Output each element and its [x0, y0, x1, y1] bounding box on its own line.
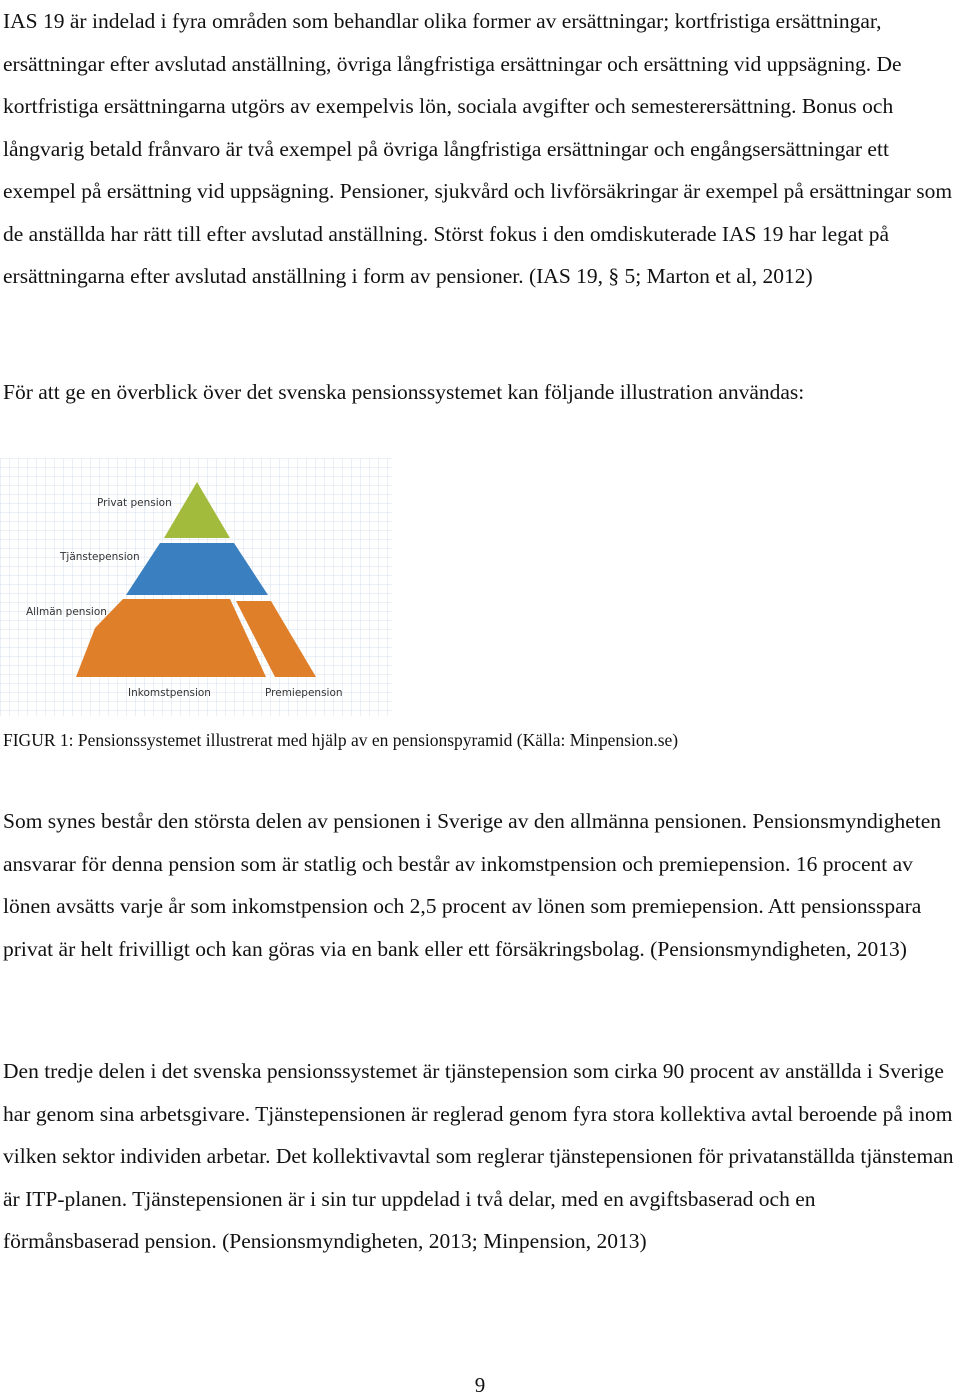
paragraph-ias19-intro: IAS 19 är indelad i fyra områden som behandlar olika former av ersättningar; kortfristiga ersättningar, ersättningar efter avslutad anställning, övriga långfristiga ersättningar och ersättning vid uppsägning. De kortfristiga ersättningarna utgörs av exempelvis lön, sociala avgifter och semesterersättning. Bonus och långvarig betald frånvaro är två exempel på övriga långfristiga ersättningar och engångsersättningar ett exempel på ersättning vid uppsägning. Pensioner, sjukvård och livförsäkringar är exempel på ersättningar som de anställda har rätt till efter avslutad anställning. Störst fokus i den omdiskuterade IAS 19 har legat på ersättningarna efter avslutad anställning i form av pensioner. (IAS 19, § 5; Marton et al, 2012): [3, 9, 953, 288]
page-number: 9: [474, 1373, 486, 1397]
label-occupational-pension: Tjänstepension: [60, 551, 140, 563]
paragraph-occupational-pension: Den tredje delen i det svenska pensionssystemet är tjänstepension som cirka 90 procent av anställda i Sverige har genom sina arbetsgivare. Tjänstepensionen är reglerad genom fyra stora kollektiva avtal beroende på inom vilken sektor individen arbetar. Det kollektivavtal som reglerar tjänstepensionen för privatanställda tjänsteman är ITP-planen. Tjänstepensionen är i sin tur uppdelad i två delar, med en avgiftsbaserad och en förmånsbaserad pension. (Pensionsmyndigheten, 2013; Minpension, 2013): [3, 1059, 954, 1253]
label-income-pension: Inkomstpension: [128, 687, 211, 699]
paragraph-overview-intro: För att ge en överblick över det svenska pensionssystemet kan följande illustration användas:: [3, 380, 805, 404]
label-general-pension: Allmän pension: [26, 606, 107, 618]
label-premium-pension: Premiepension: [265, 687, 343, 699]
pension-pyramid-figure: [0, 458, 392, 716]
label-private-pension: Privat pension: [97, 497, 172, 509]
paragraph-general-pension: Som synes består den största delen av pensionen i Sverige av den allmänna pensionen. Pensionsmyndigheten ansvarar för denna pension som är statlig och består av inkomstpension och premiepension. 16 procent av lönen avsätts varje år som inkomstpension och 2,5 procent av lönen som premiepension. Att pensionsspara privat är helt frivilligt och kan göras via en bank eller ett försäkringsbolag. (Pensionsmyndigheten, 2013): [3, 809, 942, 961]
figure-caption: FIGUR 1: Pensionssystemet illustrerat med hjälp av en pensionspyramid (Källa: Minpension.se): [3, 730, 679, 750]
